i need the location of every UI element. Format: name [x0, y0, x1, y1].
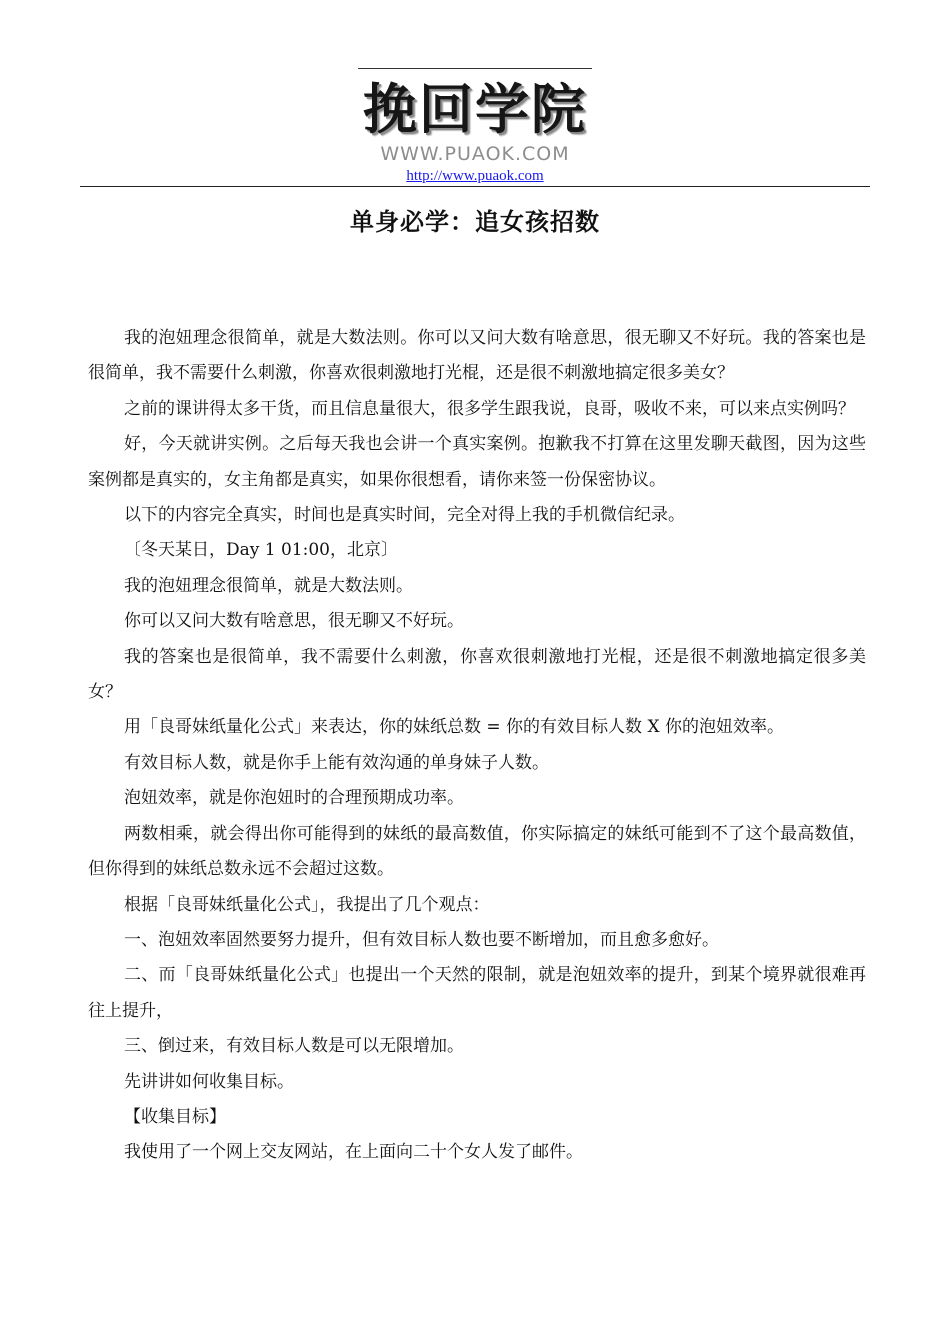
site-logo [358, 76, 592, 168]
paragraph: 〔冬天某日，Day 1 01:00，北京〕 [124, 540, 398, 561]
header-divider [80, 186, 870, 187]
section-heading: 【收集目标】 [124, 1106, 226, 1127]
logo-domain: WWW.PUAOK.COM [380, 143, 570, 165]
paragraph: 你可以又问大数有啥意思，很无聊又不好玩。 [124, 611, 464, 632]
logo-wordmark: 挽回学院 [363, 78, 587, 141]
paragraph: 我的泡妞理念很简单，就是大数法则。你可以又问大数有啥意思，很无聊又不好玩。我的答案也是很简单，我不需要什么刺激，你喜欢很刺激地打光棍，还是很不刺激地搞定很多美女？ [88, 328, 866, 384]
paragraph: 我的泡妞理念很简单，就是大数法则。 [124, 575, 413, 596]
paragraph: 二、而「良哥妹纸量化公式」也提出一个天然的限制，就是泡妞效率的提升，到某个境界就很难再往上提升， [88, 965, 866, 1021]
paragraph: 三、倒过来，有效目标人数是可以无限增加。 [124, 1036, 464, 1057]
paragraph: 一、泡妞效率固然要努力提升，但有效目标人数也要不断增加，而且愈多愈好。 [124, 929, 719, 950]
document-title: 单身必学：追女孩招数 [350, 207, 600, 236]
paragraph: 以下的内容完全真实，时间也是真实时间，完全对得上我的手机微信纪录。 [124, 505, 685, 526]
paragraph: 好，今天就讲实例。之后每天我也会讲一个真实案例。抱歉我不打算在这里发聊天截图，因为这些案例都是真实的，女主角都是真实，如果你很想看，请你来签一份保密协议。 [88, 434, 866, 490]
site-link-row [0, 167, 950, 185]
paragraph: 先讲讲如何收集目标。 [124, 1071, 294, 1092]
paragraph: 用「良哥妹纸量化公式」来表达，你的妹纸总数 = 你的有效目标人数 X 你的泡妞效率。 [124, 717, 784, 738]
paragraph: 我的答案也是很简单，我不需要什么刺激，你喜欢很刺激地打光棍，还是很不刺激地搞定很多美女？ [88, 646, 866, 703]
paragraph: 根据「良哥妹纸量化公式」，我提出了几个观点： [124, 894, 490, 915]
paragraph: 我使用了一个网上交友网站，在上面向二十个女人发了邮件。 [124, 1142, 583, 1163]
paragraph: 之前的课讲得太多干货，而且信息量很大，很多学生跟我说，良哥，吸收不来，可以来点实例吗？ [124, 398, 855, 419]
paragraph: 有效目标人数，就是你手上能有效沟通的单身妹子人数。 [124, 752, 549, 773]
article-body [88, 321, 866, 1171]
site-link[interactable]: http://www.puaok.com [406, 168, 544, 184]
header-top-rule [358, 68, 592, 69]
paragraph: 泡妞效率，就是你泡妞时的合理预期成功率。 [124, 788, 464, 809]
paragraph: 两数相乘，就会得出你可能得到的妹纸的最高数值，你实际搞定的妹纸可能到不了这个最高数值，但你得到的妹纸总数永远不会超过这数。 [88, 823, 866, 880]
